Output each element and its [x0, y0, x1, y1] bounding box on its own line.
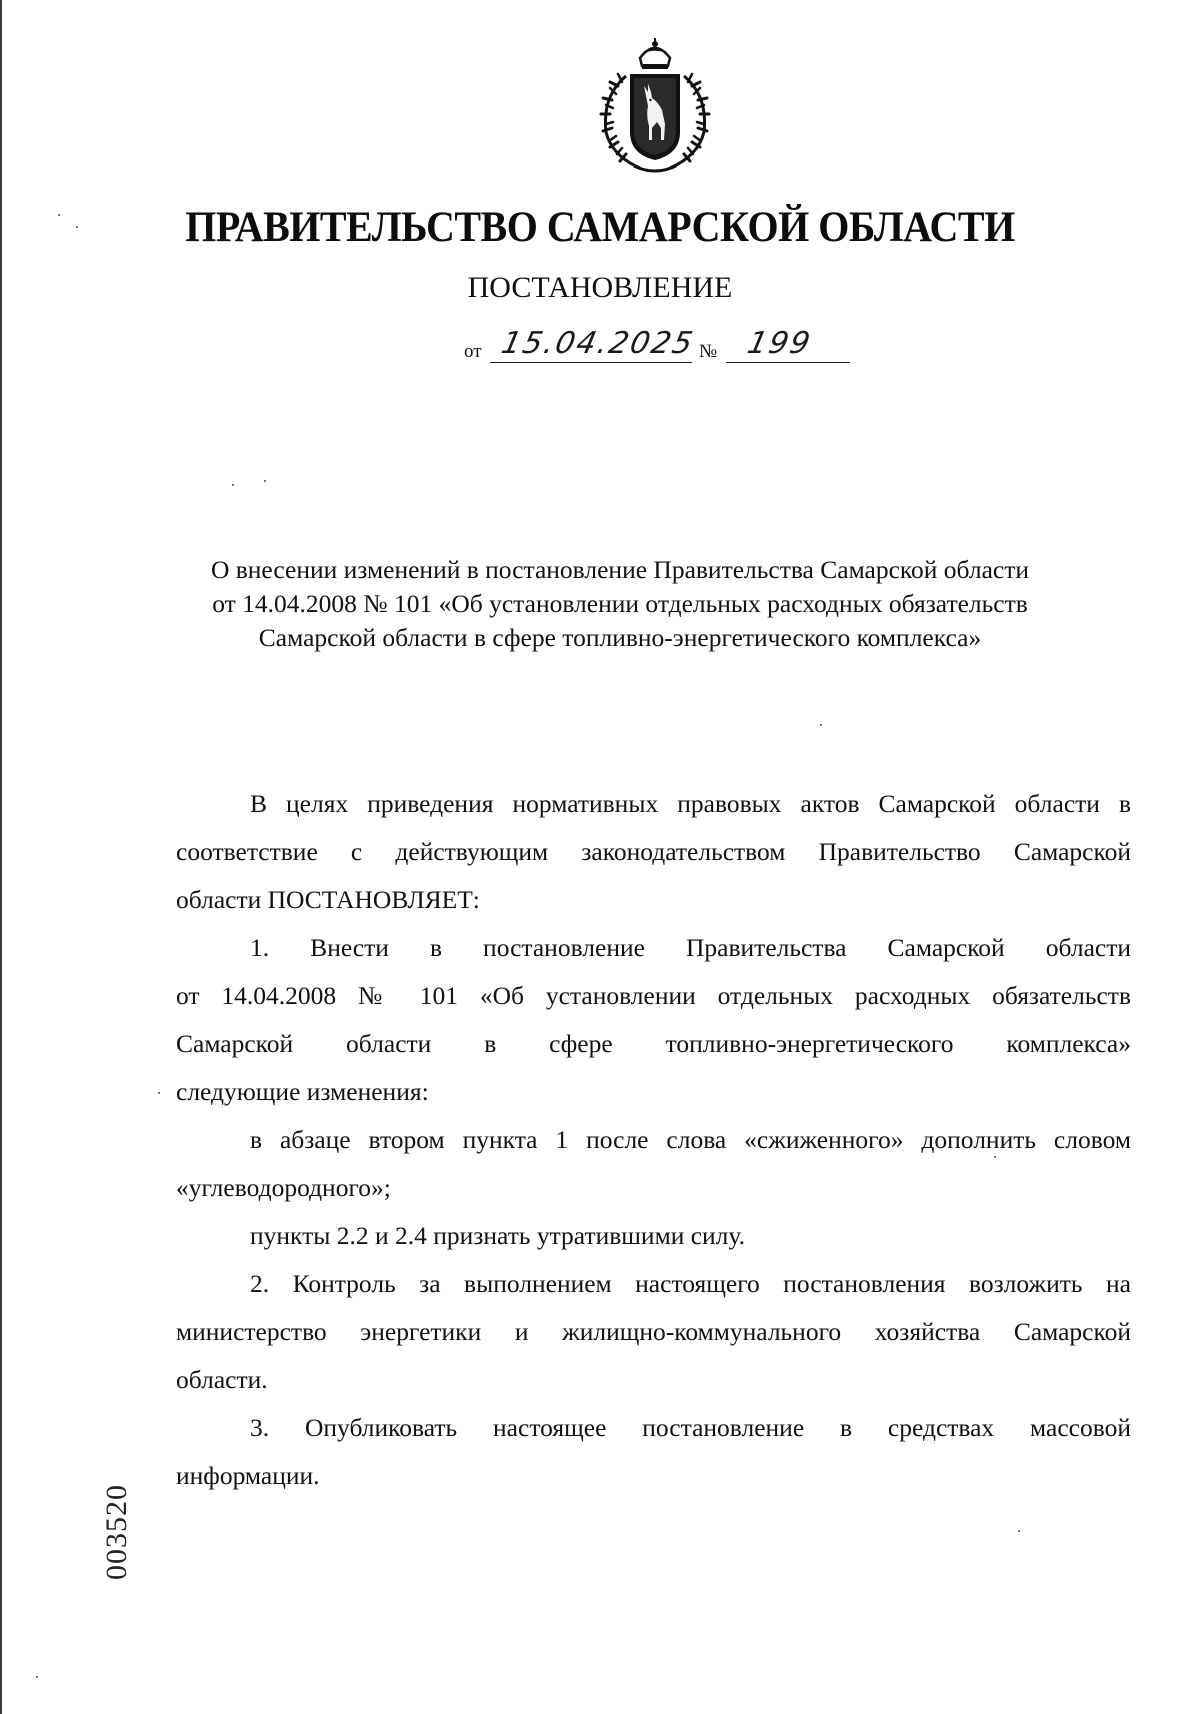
handwritten-number: 199: [744, 326, 815, 361]
body-line: в абзаце втором пункта 1 после слова «сжиженного» дополнить словом: [250, 1125, 1131, 1154]
number-field: [726, 326, 850, 363]
scan-speck: [264, 480, 266, 482]
subject-line: от 14.04.2008 № 101 «Об установлении отдельных расходных обязательств: [212, 589, 1028, 618]
body-line: пункты 2.2 и 2.4 признать утратившими силу.: [250, 1221, 745, 1250]
item-1-paragraph: [176, 924, 1131, 1116]
body-line: следующие изменения:: [176, 1077, 429, 1106]
body-line: 2. Контроль за выполнением настоящего постановления возложить на: [250, 1269, 1131, 1298]
body-line: от 14.04.2008 № 101 «Об установлении отдельных расходных обязательств: [176, 981, 1131, 1010]
document-subject: [160, 553, 1080, 655]
document-body: [176, 780, 1131, 1500]
body-line: «углеводородного»;: [176, 1173, 391, 1202]
government-title: ПРАВИТЕЛЬСТВО САМАРСКОЙ ОБЛАСТИ: [185, 202, 1015, 251]
body-line: 1. Внести в постановление Правительства Самарской области: [250, 933, 1131, 962]
scan-speck: [158, 1092, 160, 1094]
number-prefix: №: [699, 341, 718, 362]
scan-speck: [76, 226, 78, 228]
scan-speck: [994, 1156, 996, 1158]
body-line: области ПОСТАНОВЛЯЕТ:: [176, 885, 480, 914]
preamble-paragraph: [176, 780, 1131, 924]
body-line: области.: [176, 1365, 268, 1394]
item-2-paragraph: [176, 1260, 1131, 1404]
item-1-change-b: [176, 1212, 1131, 1260]
scan-edge: [0, 0, 2, 1714]
scan-speck: [232, 484, 234, 486]
item-3-paragraph: [176, 1404, 1131, 1500]
body-line: 3. Опубликовать настоящее постановление в средствах массовой: [250, 1413, 1131, 1442]
date-prefix: от: [464, 341, 482, 362]
document-type: ПОСТАНОВЛЕНИЕ: [467, 271, 733, 304]
body-line: В целях приведения нормативных правовых актов Самарской области в: [250, 789, 1131, 818]
scan-speck: [58, 214, 60, 216]
item-1-change-a: [176, 1116, 1131, 1212]
subject-line: Самарской области в сфере топливно-энергетического комплекса»: [258, 623, 982, 652]
margin-stamp-number: 003520: [100, 1484, 133, 1580]
body-line: информации.: [176, 1461, 320, 1490]
scan-speck: [820, 724, 822, 726]
date-field: [490, 326, 698, 363]
subject-line: О внесении изменений в постановление Правительства Самарской области: [210, 555, 1030, 584]
scan-speck: [1018, 1530, 1020, 1532]
date-number-line: [462, 326, 852, 366]
scan-speck: [36, 1676, 38, 1678]
coat-of-arms-icon: [588, 36, 722, 176]
body-line: министерство энергетики и жилищно-коммунального хозяйства Самарской: [176, 1317, 1131, 1346]
body-line: Самарской области в сфере топливно-энергетического комплекса»: [176, 1029, 1131, 1058]
body-line: соответствие с действующим законодательством Правительство Самарской: [176, 837, 1131, 866]
handwritten-date: 15.04.2025: [498, 326, 698, 361]
